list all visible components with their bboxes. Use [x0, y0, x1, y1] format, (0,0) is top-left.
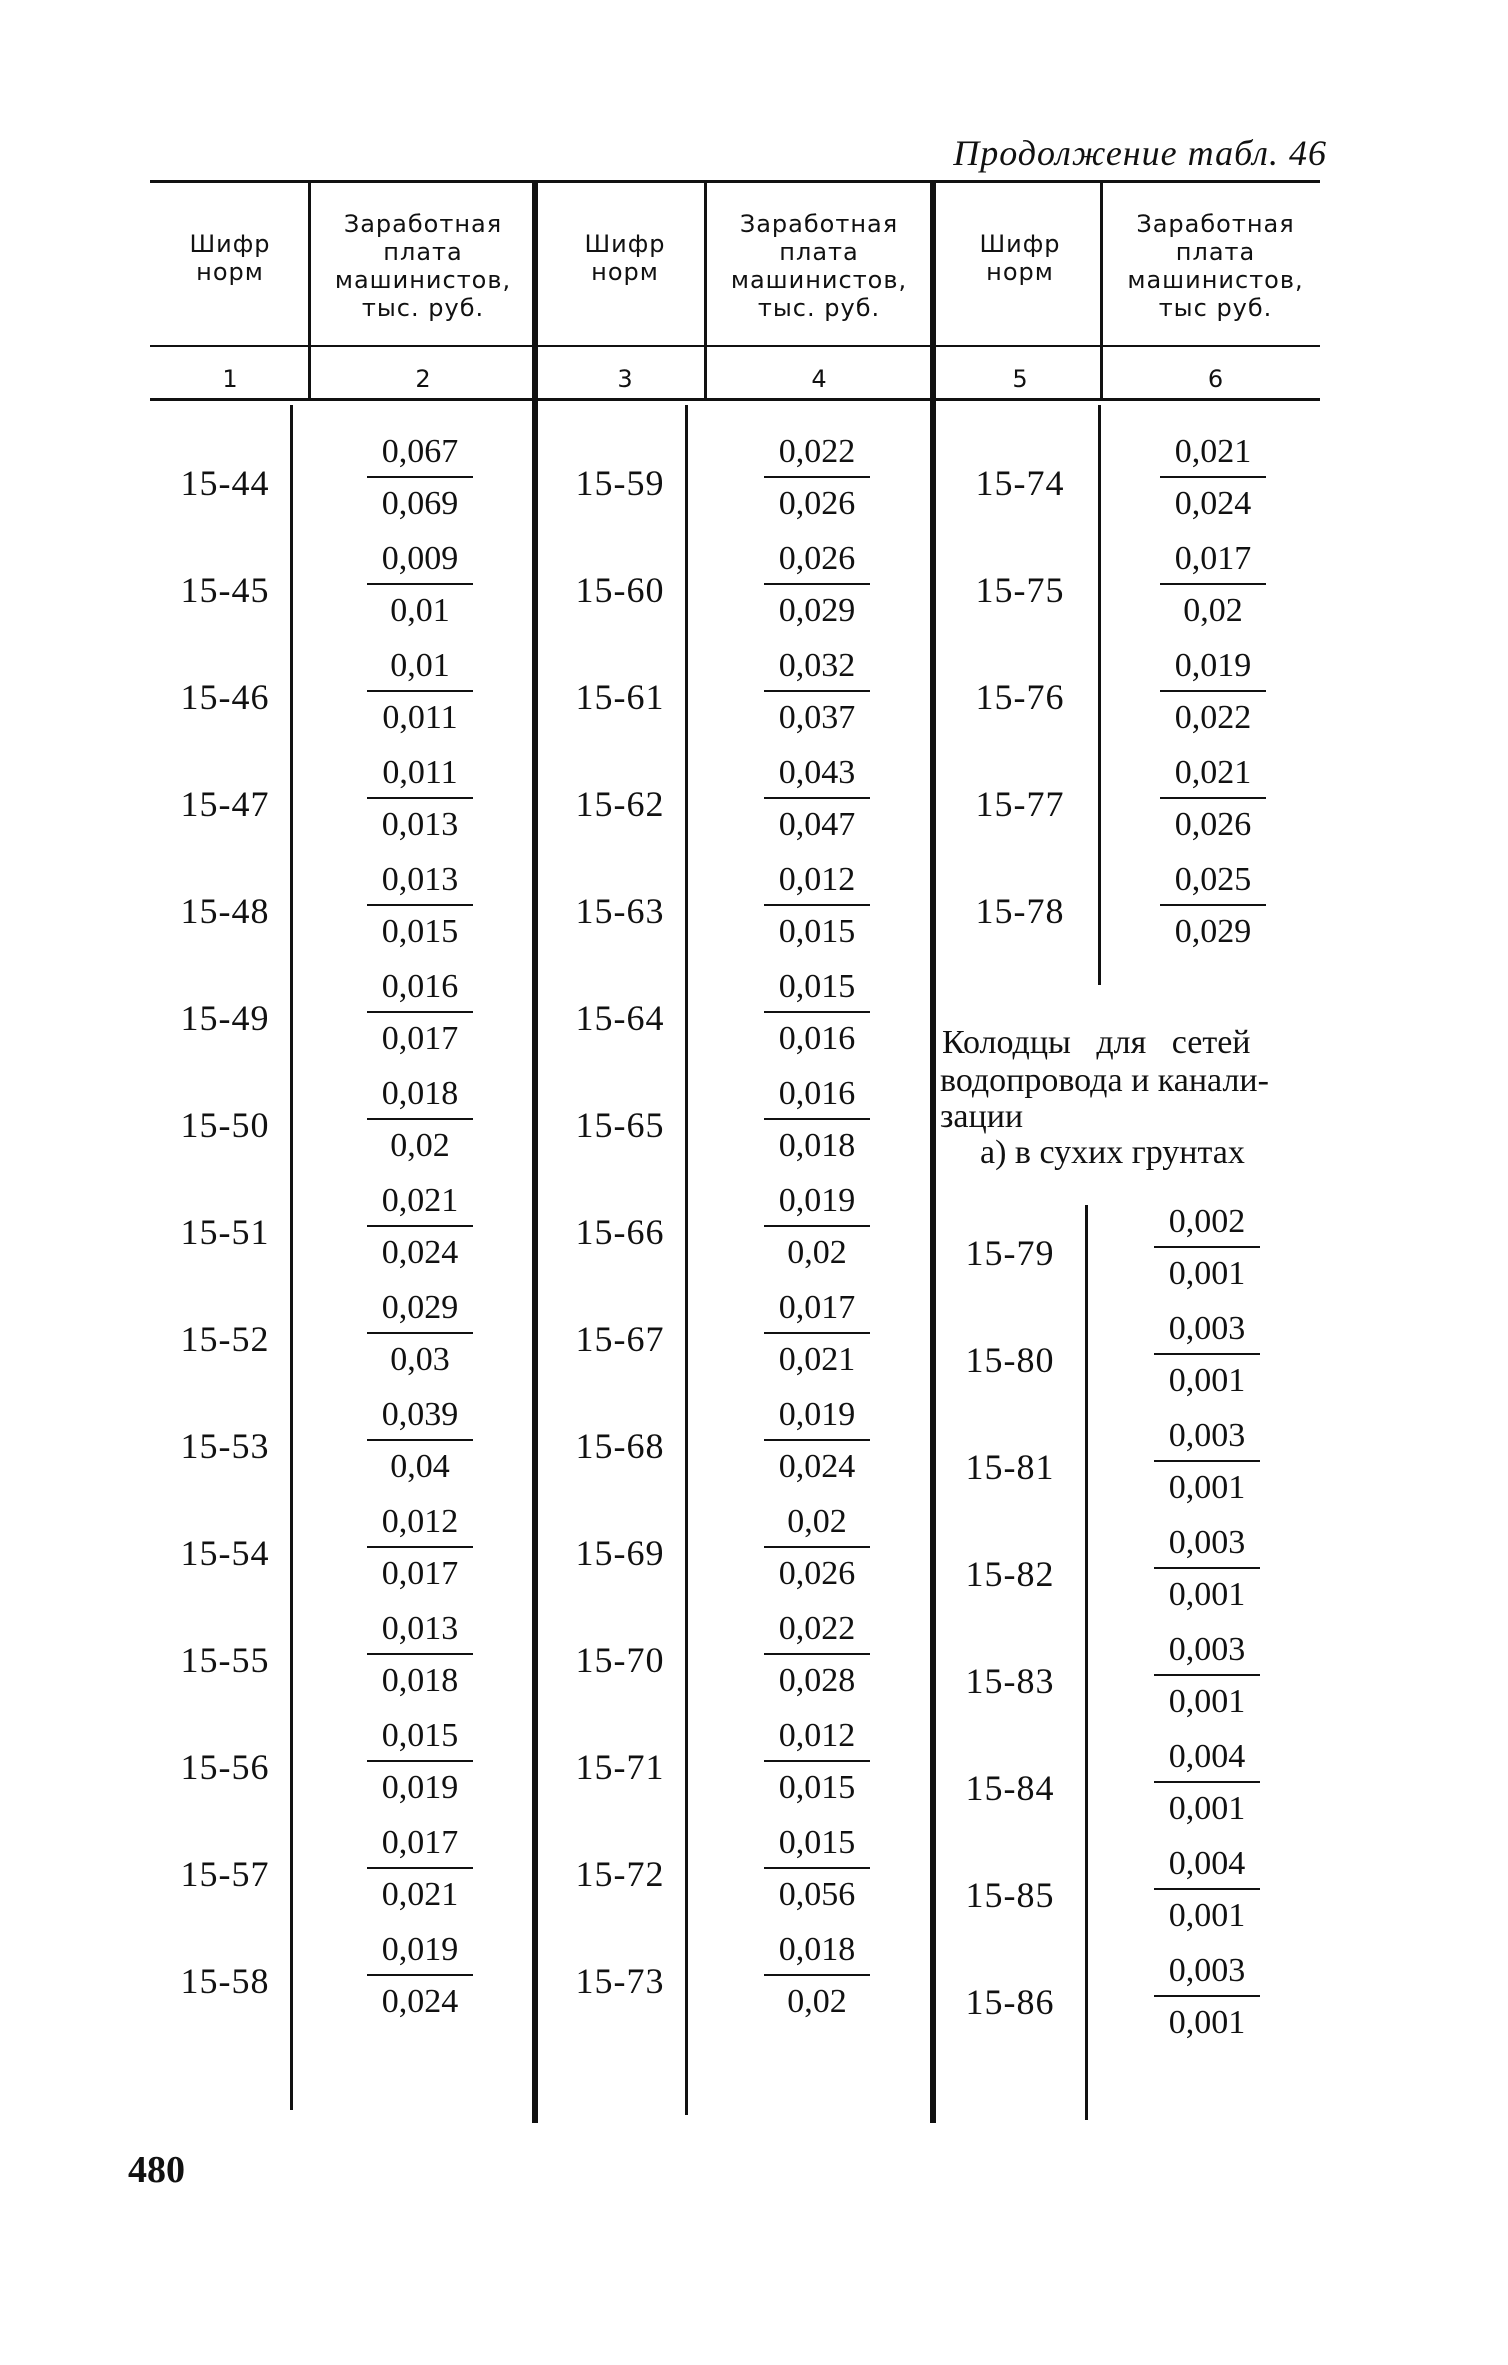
wage-fraction [752, 860, 882, 952]
header-bottom-rule [150, 345, 1320, 347]
wage-denominator: 0,03 [390, 1341, 450, 1378]
wage-fraction [752, 1609, 882, 1701]
wage-denominator: 0,016 [778, 1020, 856, 1057]
wage-numerator: 0,019 [778, 1182, 856, 1219]
wage-numerator: 0,017 [1174, 540, 1252, 577]
norm-code: 15-52 [180, 1319, 270, 1359]
wage-numerator: 0,032 [778, 647, 856, 684]
fraction-bar [764, 690, 870, 692]
section-heading-line-3: зации [940, 1098, 1024, 1135]
wage-fraction [752, 1823, 882, 1915]
wage-denominator: 0,029 [1174, 913, 1252, 950]
norm-code: 15-56 [180, 1747, 270, 1787]
norm-code: 15-62 [575, 784, 665, 824]
wage-numerator: 0,004 [1168, 1738, 1246, 1775]
norm-code: 15-57 [180, 1854, 270, 1894]
wage-denominator: 0,04 [390, 1448, 450, 1485]
wage-denominator: 0,022 [1174, 699, 1252, 736]
norm-code: 15-59 [575, 463, 665, 503]
wage-denominator: 0,029 [778, 592, 856, 629]
wage-denominator: 0,021 [778, 1341, 856, 1378]
column-divider-5-body [1098, 405, 1101, 985]
norm-code: 15-55 [180, 1640, 270, 1680]
header-wage-4: Заработная плата машинистов, тыс. руб. [730, 210, 908, 322]
column-divider-5 [1100, 183, 1103, 398]
wage-numerator: 0,018 [381, 1075, 459, 1112]
fraction-bar [1154, 1995, 1260, 1997]
wage-denominator: 0,026 [778, 485, 856, 522]
norm-code: 15-83 [965, 1661, 1055, 1701]
header-cipher-3: Шифр норм [584, 230, 666, 286]
norm-code: 15-78 [975, 891, 1065, 931]
wage-numerator: 0,003 [1168, 1310, 1246, 1347]
wage-fraction [1142, 1416, 1272, 1508]
fraction-bar [367, 1653, 473, 1655]
wage-fraction [752, 1502, 882, 1594]
wage-fraction [355, 432, 485, 524]
norm-code: 15-69 [575, 1533, 665, 1573]
wage-denominator: 0,01 [390, 592, 450, 629]
norm-code: 15-64 [575, 998, 665, 1038]
wage-numerator: 0,015 [778, 1824, 856, 1861]
wage-denominator: 0,028 [778, 1662, 856, 1699]
norm-code: 15-66 [575, 1212, 665, 1252]
norm-code: 15-84 [965, 1768, 1055, 1808]
wage-fraction [355, 1823, 485, 1915]
norm-code: 15-47 [180, 784, 270, 824]
fraction-bar [367, 476, 473, 478]
wage-denominator: 0,021 [381, 1876, 459, 1913]
fraction-bar [367, 1867, 473, 1869]
wage-fraction [752, 539, 882, 631]
section-subheading: а) в сухих грунтах [980, 1134, 1245, 1171]
column-divider-3 [704, 183, 707, 398]
wage-denominator: 0,02 [787, 1983, 847, 2020]
fraction-bar [764, 1546, 870, 1548]
fraction-bar [764, 904, 870, 906]
wage-fraction [752, 646, 882, 738]
fraction-bar [1154, 1567, 1260, 1569]
column-number-3: 3 [617, 365, 633, 393]
wage-numerator: 0,029 [381, 1289, 459, 1326]
wage-denominator: 0,026 [1174, 806, 1252, 843]
norm-code: 15-63 [575, 891, 665, 931]
wage-numerator: 0,019 [778, 1396, 856, 1433]
fraction-bar [367, 1011, 473, 1013]
fraction-bar [367, 690, 473, 692]
fraction-bar [1160, 690, 1266, 692]
wage-fraction [355, 1288, 485, 1380]
norm-code: 15-75 [975, 570, 1065, 610]
norm-code: 15-74 [975, 463, 1065, 503]
wage-denominator: 0,017 [381, 1020, 459, 1057]
column-divider-1 [308, 183, 311, 398]
wage-numerator: 0,025 [1174, 861, 1252, 898]
fraction-bar [764, 1225, 870, 1227]
fraction-bar [367, 1974, 473, 1976]
wage-denominator: 0,018 [381, 1662, 459, 1699]
wage-denominator: 0,024 [381, 1983, 459, 2020]
wage-fraction [752, 1181, 882, 1273]
fraction-bar [764, 1118, 870, 1120]
wage-fraction [355, 1074, 485, 1166]
wage-denominator: 0,047 [778, 806, 856, 843]
norm-code: 15-58 [180, 1961, 270, 2001]
fraction-bar [1154, 1460, 1260, 1462]
fraction-bar [764, 1439, 870, 1441]
wage-fraction [752, 1288, 882, 1380]
column-divider-4 [930, 183, 936, 2123]
norm-code: 15-51 [180, 1212, 270, 1252]
wage-denominator: 0,011 [382, 699, 458, 736]
wage-denominator: 0,015 [778, 1769, 856, 1806]
fraction-bar [1154, 1674, 1260, 1676]
fraction-bar [764, 1974, 870, 1976]
wage-numerator: 0,011 [382, 754, 458, 791]
wage-fraction [1148, 753, 1278, 845]
wage-fraction [355, 967, 485, 1059]
wage-fraction [355, 753, 485, 845]
wage-denominator: 0,013 [381, 806, 459, 843]
wage-denominator: 0,02 [787, 1234, 847, 1271]
table-caption: Продолжение табл. 46 [953, 133, 1327, 173]
wage-numerator: 0,016 [778, 1075, 856, 1112]
wage-numerator: 0,004 [1168, 1845, 1246, 1882]
fraction-bar [764, 1653, 870, 1655]
wage-numerator: 0,021 [1174, 754, 1252, 791]
section-heading-line-1: Колодцы для сетей [942, 1024, 1251, 1061]
wage-numerator: 0,017 [778, 1289, 856, 1326]
wage-numerator: 0,043 [778, 754, 856, 791]
wage-denominator: 0,069 [381, 485, 459, 522]
column-number-rule [150, 398, 1320, 401]
wage-denominator: 0,02 [1183, 592, 1243, 629]
wage-fraction [1142, 1737, 1272, 1829]
wage-numerator: 0,019 [1174, 647, 1252, 684]
column-number-5: 5 [1012, 365, 1028, 393]
wage-denominator: 0,001 [1168, 1897, 1246, 1934]
wage-numerator: 0,02 [787, 1503, 847, 1540]
wage-denominator: 0,001 [1168, 1683, 1246, 1720]
fraction-bar [367, 797, 473, 799]
wage-fraction [355, 1716, 485, 1808]
wage-denominator: 0,02 [390, 1127, 450, 1164]
wage-denominator: 0,024 [1174, 485, 1252, 522]
wage-fraction [752, 967, 882, 1059]
fraction-bar [367, 1118, 473, 1120]
fraction-bar [1160, 904, 1266, 906]
wage-numerator: 0,013 [381, 861, 459, 898]
fraction-bar [1154, 1353, 1260, 1355]
column-divider-2 [532, 183, 538, 2123]
wage-fraction [752, 1930, 882, 2022]
norm-code: 15-73 [575, 1961, 665, 2001]
wage-denominator: 0,015 [778, 913, 856, 950]
wage-fraction [1142, 1951, 1272, 2043]
norm-code: 15-82 [965, 1554, 1055, 1594]
norm-code: 15-86 [965, 1982, 1055, 2022]
fraction-bar [367, 1760, 473, 1762]
wage-numerator: 0,017 [381, 1824, 459, 1861]
fraction-bar [1154, 1246, 1260, 1248]
norm-code: 15-60 [575, 570, 665, 610]
wage-numerator: 0,021 [1174, 433, 1252, 470]
fraction-bar [1154, 1781, 1260, 1783]
wage-denominator: 0,018 [778, 1127, 856, 1164]
fraction-bar [764, 1332, 870, 1334]
header-cipher-1: Шифр норм [189, 230, 271, 286]
table-top-rule [150, 180, 1320, 183]
column-number-6: 6 [1207, 365, 1224, 393]
wage-numerator: 0,016 [381, 968, 459, 1005]
wage-fraction [752, 432, 882, 524]
wage-fraction [1148, 646, 1278, 738]
wage-fraction [355, 1502, 485, 1594]
wage-numerator: 0,009 [381, 540, 459, 577]
norm-code: 15-85 [965, 1875, 1055, 1915]
wage-fraction [1142, 1523, 1272, 1615]
norm-code: 15-67 [575, 1319, 665, 1359]
norm-code: 15-80 [965, 1340, 1055, 1380]
wage-fraction [355, 646, 485, 738]
wage-fraction [752, 1074, 882, 1166]
header-wage-2: Заработная плата машинистов, тыс. руб. [334, 210, 512, 322]
fraction-bar [1154, 1888, 1260, 1890]
norm-code: 15-49 [180, 998, 270, 1038]
wage-fraction [752, 1716, 882, 1808]
norm-code: 15-45 [180, 570, 270, 610]
fraction-bar [764, 476, 870, 478]
wage-numerator: 0,012 [778, 1717, 856, 1754]
norm-code: 15-53 [180, 1426, 270, 1466]
column-number-1: 1 [222, 365, 238, 393]
wage-numerator: 0,022 [778, 1610, 856, 1647]
fraction-bar [1160, 797, 1266, 799]
wage-numerator: 0,01 [390, 647, 450, 684]
wage-denominator: 0,001 [1168, 2004, 1246, 2041]
norm-code: 15-68 [575, 1426, 665, 1466]
wage-numerator: 0,019 [381, 1931, 459, 1968]
fraction-bar [367, 1546, 473, 1548]
norm-code: 15-48 [180, 891, 270, 931]
wage-numerator: 0,003 [1168, 1524, 1246, 1561]
norm-code: 15-50 [180, 1105, 270, 1145]
fraction-bar [764, 1867, 870, 1869]
norm-code: 15-65 [575, 1105, 665, 1145]
norm-code: 15-81 [965, 1447, 1055, 1487]
norm-code: 15-72 [575, 1854, 665, 1894]
fraction-bar [367, 1225, 473, 1227]
wage-denominator: 0,056 [778, 1876, 856, 1913]
fraction-bar [367, 904, 473, 906]
norm-code: 15-54 [180, 1533, 270, 1573]
fraction-bar [764, 1760, 870, 1762]
wage-denominator: 0,026 [778, 1555, 856, 1592]
wage-fraction [1142, 1844, 1272, 1936]
wage-denominator: 0,024 [381, 1234, 459, 1271]
wage-fraction [1142, 1630, 1272, 1722]
norm-code: 15-77 [975, 784, 1065, 824]
norm-code: 15-76 [975, 677, 1065, 717]
norm-code: 15-71 [575, 1747, 665, 1787]
fraction-bar [764, 797, 870, 799]
header-wage-6: Заработная плата машинистов, тыс руб. [1127, 210, 1304, 322]
fraction-bar [367, 1439, 473, 1441]
wage-fraction [1148, 432, 1278, 524]
wage-fraction [1148, 539, 1278, 631]
wage-denominator: 0,001 [1168, 1362, 1246, 1399]
wage-denominator: 0,001 [1168, 1790, 1246, 1827]
wage-fraction [1142, 1309, 1272, 1401]
column-number-4: 4 [811, 365, 827, 393]
page-number: 480 [128, 2149, 185, 2191]
norm-code: 15-46 [180, 677, 270, 717]
fraction-bar [764, 583, 870, 585]
wage-denominator: 0,001 [1168, 1255, 1246, 1292]
wage-denominator: 0,015 [381, 913, 459, 950]
wage-denominator: 0,001 [1168, 1469, 1246, 1506]
fraction-bar [1160, 476, 1266, 478]
wage-numerator: 0,003 [1168, 1631, 1246, 1668]
wage-fraction [355, 539, 485, 631]
norm-code: 15-79 [965, 1233, 1055, 1273]
norm-code: 15-61 [575, 677, 665, 717]
wage-numerator: 0,018 [778, 1931, 856, 1968]
header-cipher-5: Шифр норм [979, 230, 1061, 286]
wage-numerator: 0,067 [381, 433, 459, 470]
wage-fraction [355, 1395, 485, 1487]
wage-fraction [355, 1609, 485, 1701]
column-number-2: 2 [415, 365, 431, 393]
wage-numerator: 0,015 [381, 1717, 459, 1754]
fraction-bar [764, 1011, 870, 1013]
norm-code: 15-44 [180, 463, 270, 503]
wage-numerator: 0,003 [1168, 1952, 1246, 1989]
wage-fraction [1142, 1202, 1272, 1294]
wage-fraction [752, 1395, 882, 1487]
wage-numerator: 0,022 [778, 433, 856, 470]
wage-numerator: 0,039 [381, 1396, 459, 1433]
wage-fraction [355, 860, 485, 952]
wage-fraction [1148, 860, 1278, 952]
wage-denominator: 0,024 [778, 1448, 856, 1485]
wage-denominator: 0,001 [1168, 1576, 1246, 1613]
wage-denominator: 0,017 [381, 1555, 459, 1592]
wage-fraction [355, 1930, 485, 2022]
fraction-bar [367, 1332, 473, 1334]
wage-fraction [355, 1181, 485, 1273]
wage-numerator: 0,012 [778, 861, 856, 898]
column-divider-5-lower [1085, 1205, 1088, 2120]
wage-numerator: 0,026 [778, 540, 856, 577]
fraction-bar [367, 583, 473, 585]
wage-numerator: 0,002 [1168, 1203, 1246, 1240]
section-heading-line-2: водопровода и канали- [940, 1062, 1269, 1099]
fraction-bar [1160, 583, 1266, 585]
norm-code: 15-70 [575, 1640, 665, 1680]
wage-fraction [752, 753, 882, 845]
wage-numerator: 0,013 [381, 1610, 459, 1647]
wage-denominator: 0,019 [381, 1769, 459, 1806]
wage-numerator: 0,021 [381, 1182, 459, 1219]
wage-numerator: 0,003 [1168, 1417, 1246, 1454]
wage-denominator: 0,037 [778, 699, 856, 736]
wage-numerator: 0,012 [381, 1503, 459, 1540]
wage-numerator: 0,015 [778, 968, 856, 1005]
